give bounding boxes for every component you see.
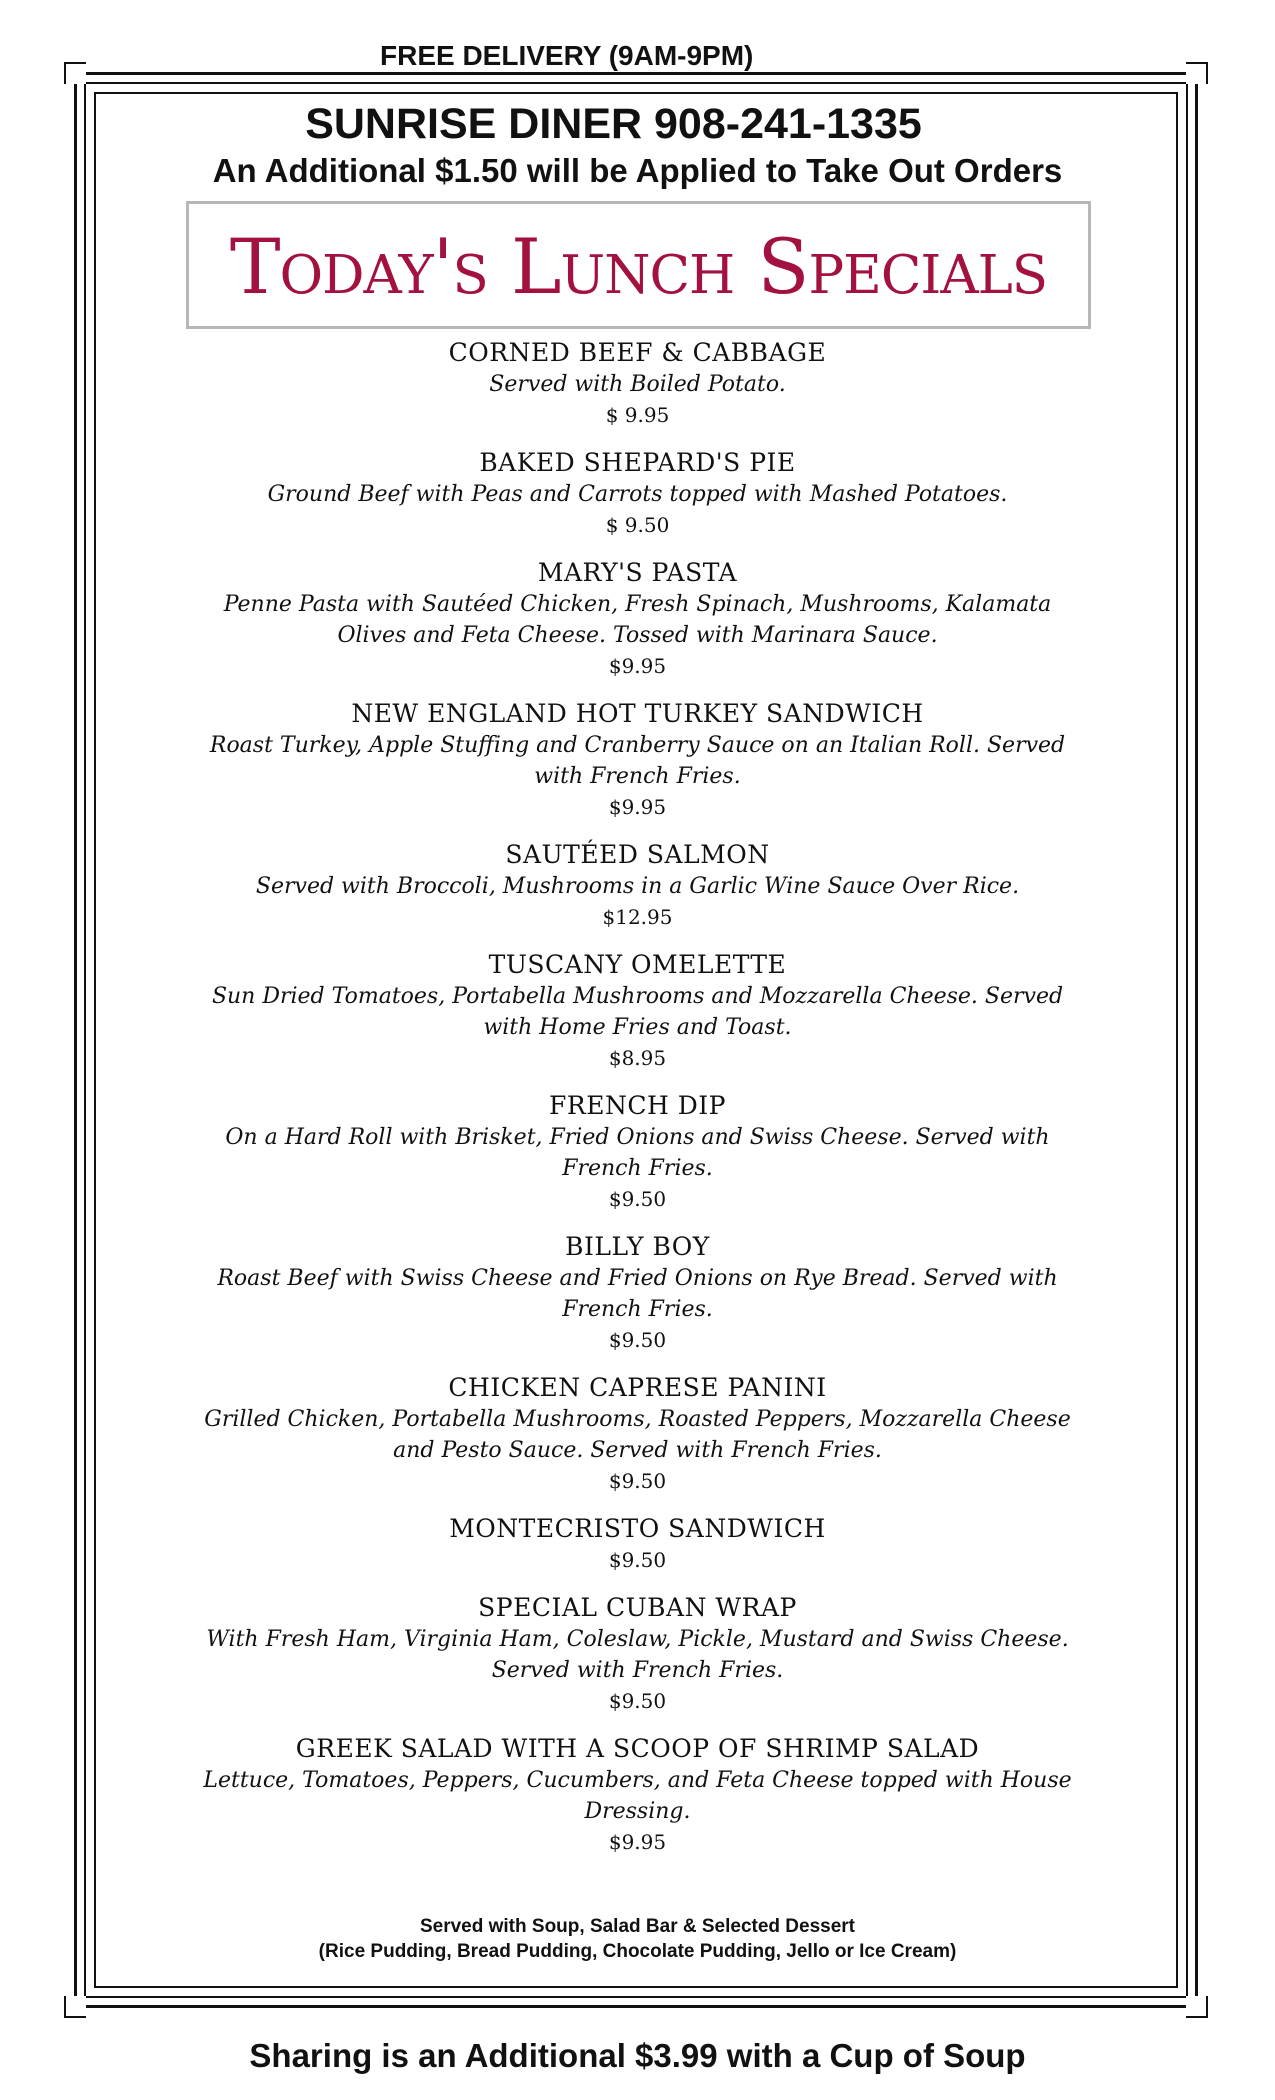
menu-item	[190, 1512, 1085, 1575]
lunch-specials-list	[190, 336, 1085, 1873]
dessert-options-text: (Rice Pudding, Bread Pudding, Chocolate Pudding, Jello or Ice Cream)	[318, 1941, 957, 1962]
item-description: Penne Pasta with Sautéed Chicken, Fresh Spinach, Mushrooms, Kalamata Olives and Feta Cheese. Tossed with Marinara Sauce.	[223, 592, 1052, 648]
item-description: Lettuce, Tomatoes, Peppers, Cucumbers, and Feta Cheese topped with House Dressing.	[203, 1768, 1072, 1824]
served-with-text: Served with Soup, Salad Bar & Selected Dessert	[419, 1916, 856, 1937]
item-name: CHICKEN CAPRESE PANINI	[448, 1373, 827, 1402]
item-price: $ 9.95	[605, 403, 670, 427]
takeout-surcharge-note: An Additional $1.50 will be Applied to Take Out Orders	[212, 152, 1063, 189]
sharing-surcharge-note: Sharing is an Additional $3.99 with a Cup of Soup	[249, 2037, 1026, 2074]
item-description: On a Hard Roll with Brisket, Fried Onions and Swiss Cheese. Served with French Fries.	[225, 1125, 1050, 1181]
diner-name-text: SUNRISE DINER 908-241-1335	[305, 100, 922, 148]
item-name: BILLY BOY	[565, 1232, 710, 1261]
menu-item	[190, 556, 1085, 681]
item-price: $9.95	[608, 654, 667, 678]
frame-corner-bottom-left	[64, 1996, 86, 2018]
item-description: Grilled Chicken, Portabella Mushrooms, Roasted Peppers, Mozzarella Cheese and Pesto Sauce. Served with French Fries.	[204, 1407, 1071, 1463]
item-price: $9.50	[608, 1187, 667, 1211]
item-name: FRENCH DIP	[549, 1091, 726, 1120]
menu-item	[190, 838, 1085, 932]
item-price: $9.50	[608, 1469, 667, 1493]
item-price: $12.95	[602, 905, 673, 929]
frame-corner-bottom-right	[1186, 1996, 1208, 2018]
item-price: $9.50	[608, 1689, 667, 1713]
item-name: CORNED BEEF & CABBAGE	[448, 338, 827, 367]
delivery-text: FREE DELIVERY (9AM-9PM)	[380, 40, 754, 71]
item-description: With Fresh Ham, Virginia Ham, Coleslaw, Pickle, Mustard and Swiss Cheese. Served with French Fries.	[206, 1627, 1069, 1683]
frame-corner-top-left	[64, 62, 86, 84]
item-name: SAUTÉED SALMON	[505, 840, 770, 869]
menu-item	[190, 1089, 1085, 1214]
menu-item	[190, 1230, 1085, 1355]
item-price: $9.50	[608, 1328, 667, 1352]
menu-item	[190, 1732, 1085, 1857]
item-price: $9.50	[608, 1548, 667, 1572]
menu-item	[190, 336, 1085, 430]
specials-heading: Today's Lunch Specials	[229, 222, 1048, 311]
served-with-note	[0, 1914, 1275, 1964]
item-price: $ 9.50	[605, 513, 670, 537]
item-description: Served with Broccoli, Mushrooms in a Garlic Wine Sauce Over Rice.	[255, 874, 1020, 899]
item-price: $8.95	[608, 1046, 667, 1070]
specials-heading-box	[186, 201, 1091, 329]
menu-item	[190, 1591, 1085, 1716]
item-description: Sun Dried Tomatoes, Portabella Mushrooms and Mozzarella Cheese. Served with Home Fries and Toast.	[211, 984, 1064, 1040]
item-name: MARY'S PASTA	[537, 558, 738, 587]
item-description: Ground Beef with Peas and Carrots topped with Mashed Potatoes.	[267, 482, 1008, 507]
menu-item	[190, 446, 1085, 540]
item-price: $9.95	[608, 1830, 667, 1854]
menu-item	[190, 697, 1085, 822]
item-name: NEW ENGLAND HOT TURKEY SANDWICH	[351, 699, 924, 728]
diner-name-phone	[0, 98, 1275, 150]
item-description: Roast Turkey, Apple Stuffing and Cranberry Sauce on an Italian Roll. Served with French Fries.	[209, 733, 1066, 789]
item-name: MONTECRISTO SANDWICH	[449, 1514, 826, 1543]
item-description: Roast Beef with Swiss Cheese and Fried Onions on Rye Bread. Served with French Fries.	[217, 1266, 1058, 1322]
item-name: BAKED SHEPARD'S PIE	[479, 448, 796, 477]
item-name: TUSCANY OMELETTE	[488, 950, 787, 979]
item-description: Served with Boiled Potato.	[489, 372, 786, 397]
menu-item	[190, 948, 1085, 1073]
item-name: GREEK SALAD WITH A SCOOP OF SHRIMP SALAD	[295, 1734, 980, 1763]
menu-item	[190, 1371, 1085, 1496]
item-price: $9.95	[608, 795, 667, 819]
item-name: SPECIAL CUBAN WRAP	[478, 1593, 797, 1622]
frame-corner-top-right	[1186, 62, 1208, 84]
